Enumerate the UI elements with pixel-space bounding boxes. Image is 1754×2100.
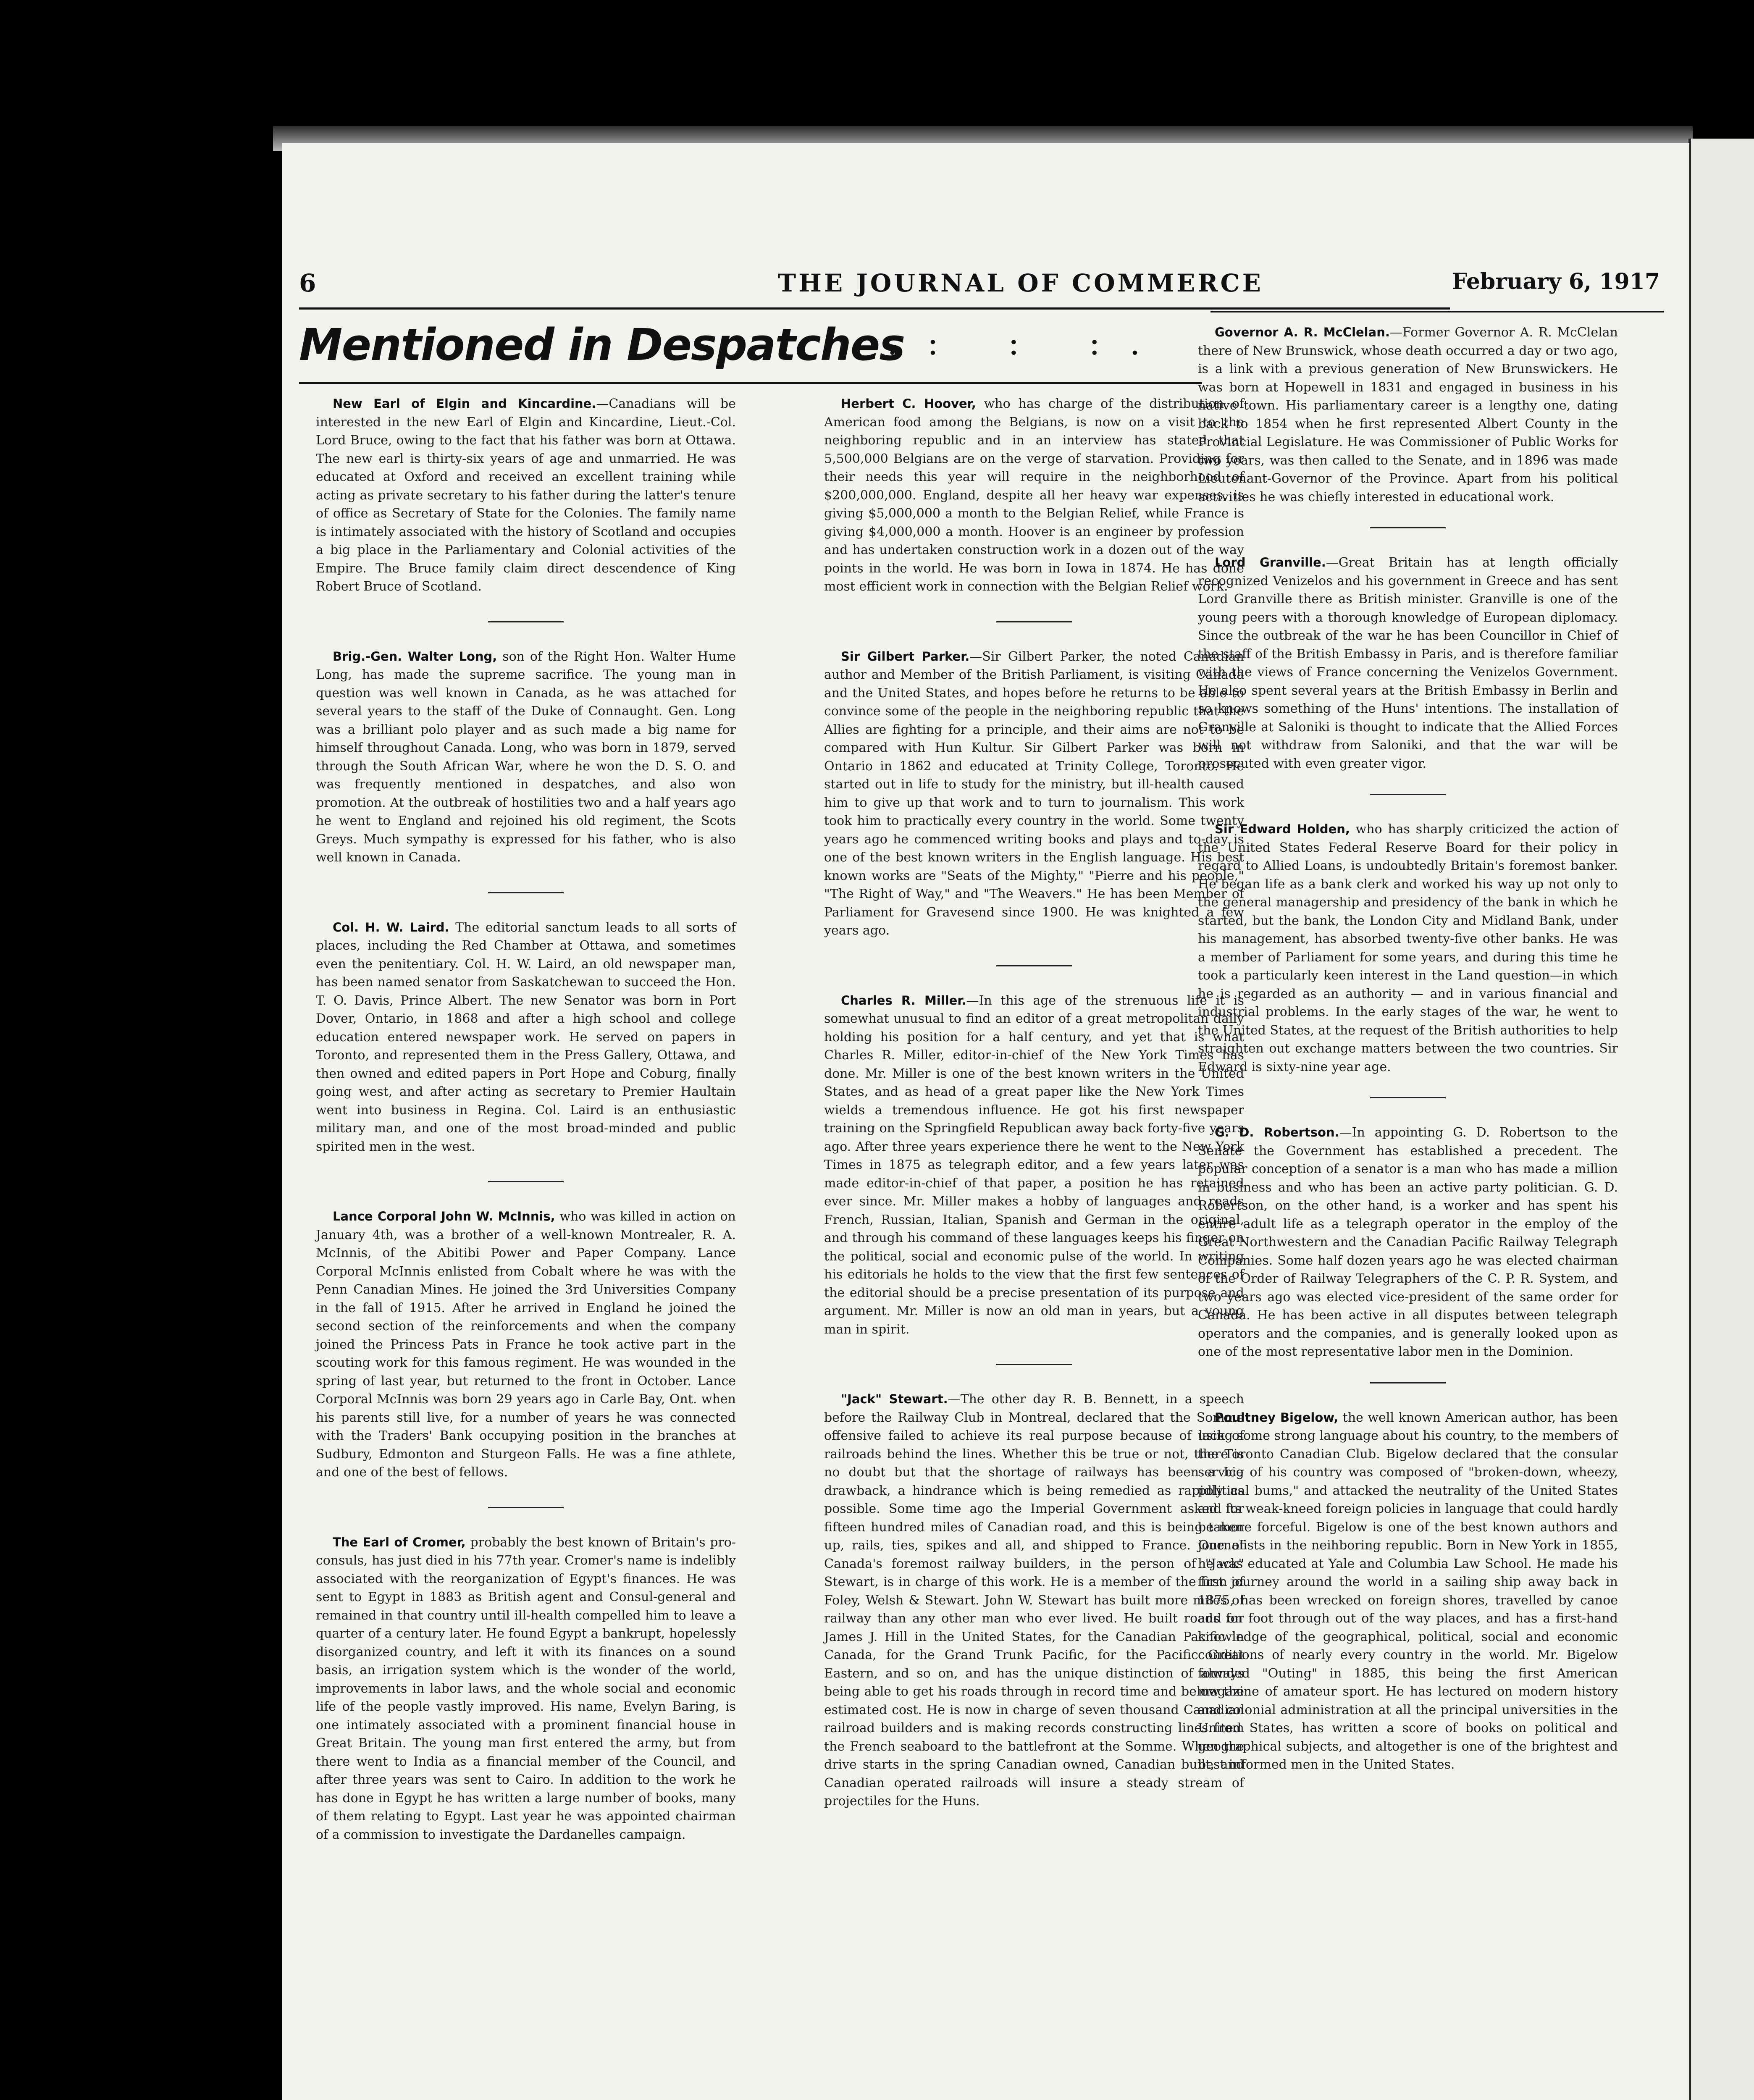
article-heading: Poultney Bigelow, bbox=[1215, 1410, 1339, 1425]
page-number: 6 bbox=[299, 269, 316, 297]
article-body: who has sharply criticized the action of the United States Federal Reserve Board for their policy in regard to Allied Loans, is undoubtedly Britain's foremost banker. He began life as a bank clerk and worked his way up not only to the general managership and presidency of the bank in which he started, but the bank, the London City and Midland Bank, under his management, has absorbed twenty-five other banks. He was a member of Parliament for some years, and during this time he took a particularly keen interest in the Land question—in which he is regarded as an authority — and in various financial and industrial problems. In the early stages of the war, he went to the United States, at the request of the British authorities to help straighten out exchange matters between the two countries. Sir Edward is sixty-nine year age. bbox=[1198, 822, 1618, 1074]
article-separator bbox=[488, 1507, 564, 1508]
article-heading: The Earl of Cromer, bbox=[333, 1535, 466, 1549]
article-heading: "Jack" Stewart. bbox=[841, 1392, 948, 1406]
article bbox=[1198, 1409, 1618, 1774]
article-body: —In this age of the strenuous life it is somewhat unusual to find an editor of a great metropolitan daily holding his position for a half century, and yet that is what Charles R. Miller, editor-in-chief of the New York Times has done. Mr. Miller is one of the best known writers in the United States, and as head of a great paper like the New York Times wields a tremendous influence. He got his first newspaper training on the Springfield Republican away back forty-five years ago. After three years experience there he went to the New York Times in 1875 as telegraph editor, and a few years later was made editor-in-chief of that paper, a position he has retained ever since. Mr. Miller makes a hobby of languages and reads French, Russian, Italian, Spanish and German in the original, and through his command of these languages keeps his finger on the political, social and economic pulse of the world. In writing his editorials he holds to the view that the first few sentences of the editorial should be a precise presentation of its purpose and argument. Mr. Miller is now an old man in years, but a young man in spirit. bbox=[824, 993, 1244, 1337]
masthead-rule bbox=[299, 382, 1202, 384]
article-separator bbox=[488, 621, 564, 622]
article-heading: Governor A. R. McClelan. bbox=[1215, 325, 1390, 339]
article bbox=[824, 395, 1244, 596]
article-heading: Col. H. W. Laird. bbox=[333, 920, 449, 934]
article-heading: Lance Corporal John W. McInnis, bbox=[333, 1209, 555, 1223]
article-heading: Charles R. Miller. bbox=[841, 993, 966, 1008]
article bbox=[1198, 323, 1618, 506]
column-3 bbox=[1198, 323, 1618, 1795]
article bbox=[316, 1208, 736, 1482]
article bbox=[1198, 554, 1618, 773]
article bbox=[316, 919, 736, 1156]
issue-date: February 6, 1917 bbox=[1452, 269, 1660, 294]
article-heading: New Earl of Elgin and Kincardine. bbox=[333, 396, 596, 411]
column-2 bbox=[824, 395, 1244, 1836]
article-body: who has charge of the distribution of American food among the Belgians, is now on a visit to the neighboring republic and in an interview has stated that 5,500,000 Belgians are on the verge of starvation. Providing for their needs this year will require in the neighborhood of $200,000,000. England, despite all her heavy war expenses, is giving $5,000,000 a month to the Belgian Relief, while France is giving $4,000,000 a month. Hoover is an engineer by profession and has undertaken construction work in a dozen out of the way points in the world. He was born in Iowa in 1874. He has done most efficient work in connection with the Belgian Relief work. bbox=[824, 396, 1244, 594]
article bbox=[824, 648, 1244, 940]
article-body: the well known American author, has been using some strong language about his country, to the members of the Toronto Canadian Club. Bigelow declared that the consular service of his country was composed of "broken-down, wheezy, political bums," and attacked the neutrality of the United States and its weak-kneed foreign policies in language that could hardly be more forceful. Bigelow is one of the best known authors and journalists in the neihboring republic. Born in New York in 1855, he was educated at Yale and Columbia Law School. He made his first journey around the world in a sailing ship away back in 1875, has been wrecked on foreign shores, travelled by canoe and on foot through out of the way places, and has a first-hand knowledge of the geographical, political, social and economic conditions of nearly every country in the world. Mr. Bigelow founded "Outing" in 1885, this being the first American magazine of amateur sport. He has lectured on modern history and colonial administration at all the principal universities in the United States, has written a score of books on political and geographical subjects, and altogether is one of the brightest and best informed men in the United States. bbox=[1198, 1410, 1618, 1772]
article-body: The editorial sanctum leads to all sorts of places, including the Red Chamber at Ottawa, and sometimes even the penitentiary. Col. H. W. Laird, an old newspaper man, has been named senator from Saskatchewan to succeed the Hon. T. O. Davis, Prince Albert. The new Senator was born in Port Dover, Ontario, in 1868 and after a high school and college education entered newspaper work. He served on papers in Toronto, and represented them in the Press Gallery, Ottawa, and then owned and edited papers in Port Hope and Coburg, finally going west, and after acting as secretary to Premier Haultain went into business in Regina. Col. Laird is an enthusiastic military man, and one of the most broad-minded and public spirited men in the west. bbox=[316, 920, 736, 1154]
article-separator bbox=[996, 965, 1072, 966]
article-body: —Sir Gilbert Parker, the noted Canadian author and Member of the British Parliament, is visiting Canada and the United States, and hopes before he returns to be able to convince some of the people in the neighboring republic that the Allies are fighting for a principle, and their aims are not to be compared with Hun Kultur. Sir Gilbert Parker was born in Ontario in 1862 and educated at Trinity College, Toronto. He started out in life to study for the ministry, but ill-health caused him to give up that work and to turn to journalism. This work took him to practically every country in the world. Some twenty years ago he commenced writing books and plays and to-day is one of the best known writers in the English language. His best known works are "Seats of the Mighty," "Pierre and his people," "The Right of Way," and "The Weavers." He has been Member of Parliament for Gravesend since 1900. He was knighted a few years ago. bbox=[824, 649, 1244, 938]
article-heading: Sir Gilbert Parker. bbox=[841, 649, 970, 664]
column-3-top-rule bbox=[1210, 311, 1664, 312]
article-separator bbox=[488, 892, 564, 893]
article-body: —In appointing G. D. Robertson to the Senate the Government has established a precedent. The popular conception of a senator is a man who has made a million in business and who has been an active party politician. G. D. Robertson, on the other hand, is a worker and has spent his entire adult life as a telegraph operator in the employ of the Great Northwestern and the Canadian Pacific Railway Telegraph Companies. Some half dozen years ago he was elected chairman of the Order of Railway Telegraphers of the C. P. R. System, and two years ago was elected vice-president of the same order for Canada. He has been active in all disputes between telegraph operators and the companies, and is generally looked upon as one of the most representative labor men in the Dominion. bbox=[1198, 1125, 1618, 1359]
article-body: who was killed in action on January 4th, was a brother of a well-known Montrealer, R. A. McInnis, of the Abitibi Power and Paper Company. Lance Corporal McInnis enlisted from Cobalt where he was with the Penn Canadian Mines. He joined the 3rd Universities Company in the fall of 1915. After he arrived in England he joined the second section of the reinforcements and when the company joined the Princess Pats in France he took active part in the scouting work for this famous regiment. He was wounded in the spring of last year, but returned to the front in October. Lance Corporal McInnis was born 29 years ago in Carle Bay, Ont. when his parents still live, for a number of years he was connected with the Traders' Bank occupying position in the branches at Sudbury, Edmonton and Sturgeon Falls. He was a fine athlete, and one of the best of fellows. bbox=[316, 1209, 736, 1480]
article-body: —Former Governor A. R. McClelan there of New Brunswick, whose death occurred a day or two ago, is a link with a previous generation of New Brunswickers. He was born at Hopewell in 1831 and engaged in business in his native town. His parliamentary career is a lengthy one, dating back to 1854 when he first represented Albert County in the Provincial Legislature. He was Commissioner of Public Works for two years, was then called to the Senate, and in 1896 was made Lieutenant-Governor of the Province. Apart from his political activities he was chiefly interested in educational work. bbox=[1198, 325, 1618, 504]
article-body: son of the Right Hon. Walter Hume Long, has made the supreme sacrifice. The young man in question was well known in Canada, as he was attached for several years to the staff of the Duke of Connaught. Gen. Long was a brilliant polo player and as such made a big name for himself throughout Canada. Long, who was born in 1879, served through the South African War, where he won the D. S. O. and was frequently mentioned in despatches, and also won promotion. At the outbreak of hostilities two and a half years ago he went to England and rejoined his old regiment, the Scots Greys. Much sympathy is expressed for his father, who is also well known in Canada. bbox=[316, 649, 736, 865]
article-body: probably the best known of Britain's pro-consuls, has just died in his 77th year. Cromer's name is indelibly associated with the reorganization of Egypt's finances. He was sent to Egypt in 1883 as British agent and Consul-general and remained in that country until ill-health compelled him to leave a quarter of a century later. He found Egypt a bankrupt, hopelessly disorganized country, and left it with its finances on a sound basis, an irrigation system which is the wonder of the world, improvements in labor laws, and the whole social and economic life of the people vastly improved. His name, Evelyn Baring, is one intimately associated with a prominent financial house in Great Britain. The young man first entered the army, but from there went to India as a financial member of the Council, and after three years was sent to Cairo. In addition to the work he has done in Egypt he has written a large number of books, many of them relating to Egypt. Last year he was appointed chairman of a commission to investigate the Dardanelles campaign. bbox=[316, 1535, 736, 1842]
article-separator bbox=[996, 1364, 1072, 1365]
article-separator bbox=[1370, 1097, 1446, 1098]
article-heading: Sir Edward Holden, bbox=[1215, 822, 1350, 836]
adjacent-page-edge bbox=[1688, 139, 1754, 2100]
article-heading: Brig.-Gen. Walter Long, bbox=[333, 649, 497, 664]
article-heading: G. D. Robertson. bbox=[1215, 1125, 1339, 1139]
article bbox=[824, 992, 1244, 1339]
column-1 bbox=[316, 395, 736, 1869]
article-heading: Lord Granville. bbox=[1215, 555, 1326, 570]
article bbox=[1198, 820, 1618, 1076]
article-separator bbox=[1370, 1382, 1446, 1383]
article bbox=[316, 648, 736, 867]
section-masthead: Mentioned in Despatches bbox=[299, 319, 905, 370]
article-separator bbox=[1370, 527, 1446, 528]
article-separator bbox=[996, 621, 1072, 622]
article-body: —Great Britain has at length officially recognized Venizelos and his government in Greece and has sent Lord Granville there as British minister. Granville is one of the young peers with a thorough knowledge of European diplomacy. Since the outbreak of the war he has been Councillor in Chief of the staff of the British Embassy in Paris, and is therefore familiar with the views of France concerning the Venizelos Government. He also spent several years at the British Embassy in Berlin and so knows something of the Huns' intentions. The installation of Granville at Saloniki is thought to indicate that the Allied Forces will not withdraw from Saloniki, and that the war will be prosecuted with even greater vigor. bbox=[1198, 555, 1618, 771]
article bbox=[824, 1390, 1244, 1811]
article bbox=[316, 1533, 736, 1844]
header-rule bbox=[299, 307, 1450, 310]
article-separator bbox=[1370, 794, 1446, 795]
newspaper-page bbox=[282, 143, 1689, 2100]
article-body: —The other day R. B. Bennett, in a speech before the Railway Club in Montreal, declared that the Somme offensive failed to achieve its real purpose because of lack of railroads behind the lines. Whether this be true or not, there is no doubt but that the shortage of railways has been a big drawback, a hindrance which is being remedied as rapidly as possible. Some time ago the Imperial Government asked for fifteen hundred miles of Canadian road, and this is being taken up, rails, ties, spikes and all, and shipped to France. One of Canada's foremost railway builders, in the person of "Jack" Stewart, is in charge of this work. He is a member of the firm of Foley, Welsh & Stewart. John W. Stewart has built more miles of railway than any other man who ever lived. He built roads for James J. Hill in the United States, for the Canadian Pacific in Canada, for the Grand Trunk Pacific, for the Pacific Great Eastern, and so on, and has the unique distinction of always being able to get his roads through in record time and below the estimated cost. He is now in charge of seven thousand Canadian railroad builders and is making records constructing lines from the French seaboard to the battlefront at the Somme. When the drive starts in the spring Canadian owned, Canadian built, and Canadian operated railroads will insure a steady stream of projectiles for the Huns. bbox=[824, 1392, 1244, 1809]
article-separator bbox=[488, 1181, 564, 1182]
article bbox=[1198, 1124, 1618, 1361]
article-heading: Herbert C. Hoover, bbox=[841, 396, 976, 411]
article-body: —Canadians will be interested in the new Earl of Elgin and Kincardine, Lieut.-Col. Lord Bruce, owing to the fact that his father was born at Ottawa. The new earl is thirty-six years of age and unmarried. He was educated at Oxford and received an excellent training while acting as private secretary to his father during the latter's tenure of office as Secretary of State for the Colonies. The family name is intimately associated with the history of Scotland and occupies a big place in the Parliamentary and Colonial activities of the Empire. The Bruce family claim direct descendence of King Robert Bruce of Scotland. bbox=[316, 396, 736, 594]
article bbox=[316, 395, 736, 596]
masthead-ornament: .: : :. bbox=[887, 323, 1170, 362]
journal-title: THE JOURNAL OF COMMERCE bbox=[778, 269, 1263, 297]
